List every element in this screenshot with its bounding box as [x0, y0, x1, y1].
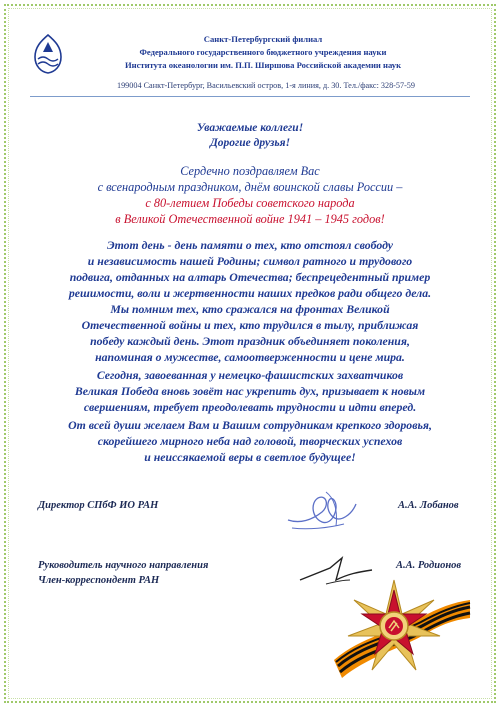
greeting-line-2: Дорогие друзья!: [209, 137, 291, 149]
header-line-1: Санкт-Петербургский филиал: [203, 34, 323, 44]
paragraph-line: победу каждый день. Этот праздник объединяет поколения,: [90, 334, 410, 348]
paragraph-line: и независимость нашей Родины; символ ратного и трудового: [87, 254, 413, 268]
header-line-3: Института океанологии им. П.П. Ширшова Российской академии наук: [124, 60, 402, 70]
paragraph-line: решимости, воли и жертвенности наших предков ради общего дела.: [68, 286, 432, 300]
director-title: Директор СПбФ ИО РАН: [38, 500, 159, 511]
header-address: 199004 Санкт-Петербург, Васильевский остров, 1-я линия, д. 30. Тел./факс: 328-57-59: [116, 81, 415, 90]
institute-logo-icon: [31, 33, 65, 75]
header-line-2: Федерального государственного бюджетного учреждения науки: [139, 47, 387, 57]
highlight-line-2: в Великой Отечественной войне 1941 – 1945 годов!: [115, 212, 385, 226]
paragraph-line: Сегодня, завоеванная у немецко-фашистских захватчиков: [96, 368, 404, 382]
director-name: А.А. Лобанов: [398, 500, 459, 511]
order-of-patriotic-war-emblem: [328, 566, 474, 686]
head-title: Руководитель научного направления: [38, 560, 209, 571]
paragraph-line: и неиссякаемой веры в светлое будущее!: [144, 450, 356, 464]
paragraph-line: Отечественной войны и тех, кто трудился в тылу, приближая: [81, 318, 419, 332]
congrats-line-2: с всенародным праздником, днём воинской славы России –: [97, 180, 403, 194]
paragraph-line: напоминая о мужестве, самоотверженности и цене мира.: [95, 350, 405, 364]
paragraph-line: От всей души желаем Вам и Вашим сотрудникам крепкого здоровья,: [68, 418, 432, 432]
congrats-line-1: Сердечно поздравляем Вас: [180, 164, 320, 178]
paragraph-line: Великая Победа вновь зовёт нас укрепить дух, призывает к новым: [74, 384, 426, 398]
paragraph-line: свершениям, требует преодолевать трудности и идти вперед.: [83, 400, 417, 414]
paragraph-line: Этот день - день памяти о тех, кто отстоял свободу: [106, 238, 394, 252]
head-title-2: Член-корреспондент РАН: [38, 575, 160, 586]
header-divider: [30, 96, 470, 97]
head-name: А.А. Родионов: [396, 560, 462, 571]
greeting-line-1: Уважаемые коллеги!: [196, 122, 304, 134]
director-signature: [282, 486, 362, 536]
highlight-line-1: с 80-летием Победы советского народа: [145, 196, 355, 210]
paragraph-line: подвига, отданных на алтарь Отечества; беспрецедентный пример: [69, 270, 431, 284]
paragraph-line: Мы помним тех, кто сражался на фронтах Великой: [110, 302, 390, 316]
paragraph-line: скорейшего мирного неба над головой, творческих успехов: [97, 434, 403, 448]
